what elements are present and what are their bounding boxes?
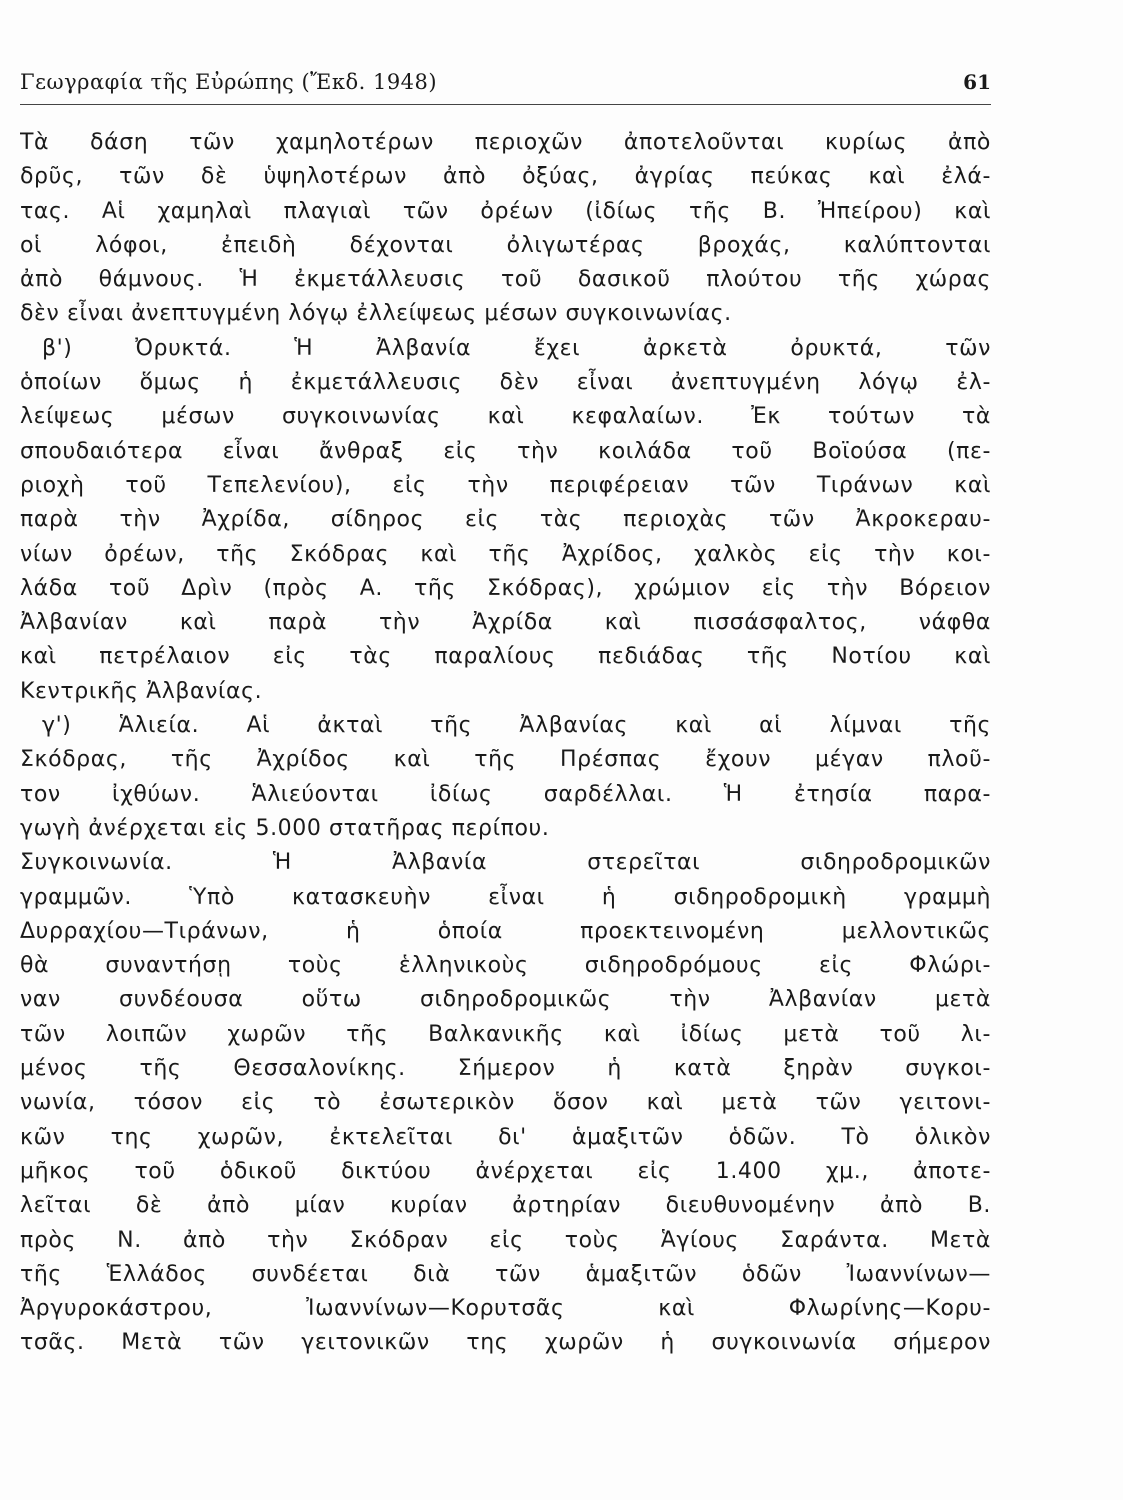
text-line: Δυρραχίου—Τιράνων, ἡ ὁποία προεκτεινομένη μελλοντικῶς: [20, 918, 991, 944]
text-line: μένος τῆς Θεσσαλονίκης. Σήμερον ἡ κατὰ ξηρὰν συγκοι-: [20, 1056, 991, 1082]
text-line: τον ἰχθύων. Ἁλιεύονται ἰδίως σαρδέλλαι. Ἡ ἐτησία παρα-: [20, 781, 991, 807]
text-line: ναν συνδέουσα οὕτω σιδηροδρομικῶς τὴν Ἀλβανίαν μετὰ: [20, 987, 991, 1013]
text-line: τῆς Ἑλλάδος συνδέεται διὰ τῶν ἁμαξιτῶν ὁδῶν Ἰωαννίνων—: [20, 1261, 991, 1287]
text-line: γραμμῶν. Ὑπὸ κατασκευὴν εἶναι ἡ σιδηροδρομικὴ γραμμὴ: [20, 884, 991, 910]
text-line: νίων ὀρέων, τῆς Σκόδρας καὶ τῆς Ἀχρίδος, χαλκὸς εἰς τὴν κοι-: [20, 541, 991, 567]
text-line: Κεντρικῆς Ἀλβανίας.: [20, 678, 263, 704]
text-line: ὁποίων ὅμως ἡ ἐκμετάλλευσις δὲν εἶναι ἀνεπτυγμένη λόγῳ ἐλ-: [20, 370, 991, 396]
text-line: σπουδαιότερα εἶναι ἄνθραξ εἰς τὴν κοιλάδα τοῦ Βοϊούσα (πε-: [20, 438, 991, 464]
text-line: καὶ πετρέλαιον εἰς τὰς παραλίους πεδιάδας τῆς Νοτίου καὶ: [20, 644, 991, 670]
section-heading-line: β') Ὀρυκτά. Ἡ Ἀλβανία ἔχει ἀρκετὰ ὀρυκτά, τῶν: [42, 335, 991, 361]
page-number: 61: [963, 70, 991, 94]
text-line: νωνία, τόσον εἰς τὸ ἐσωτερικὸν ὅσον καὶ μετὰ τῶν γειτονι-: [20, 1090, 991, 1116]
section-heading-line: Συγκοινωνία. Ἡ Ἀλβανία στερεῖται σιδηροδρομικῶν: [20, 850, 991, 876]
text-line: ἀπὸ θάμνους. Ἡ ἐκμετάλλευσις τοῦ δασικοῦ πλούτου τῆς χώρας: [20, 267, 991, 293]
text-line: παρὰ τὴν Ἀχρίδα, σίδηρος εἰς τὰς περιοχὰς τῶν Ἀκροκεραυ-: [20, 507, 991, 533]
text-line: Ἀργυροκάστρου, Ἰωαννίνων—Κορυτσᾶς καὶ Φλωρίνης—Κορυ-: [20, 1296, 991, 1322]
text-line: τας. Αἱ χαμηλαὶ πλαγιαὶ τῶν ὀρέων (ἰδίως τῆς Β. Ἠπείρου) καὶ: [20, 198, 991, 224]
text-line: λείψεως μέσων συγκοινωνίας καὶ κεφαλαίων. Ἐκ τούτων τὰ: [20, 404, 991, 430]
text-line: οἱ λόφοι, ἐπειδὴ δέχονται ὀλιγωτέρας βροχάς, καλύπτονται: [20, 232, 991, 258]
text-line: δρῦς, τῶν δὲ ὑψηλοτέρων ἀπὸ ὀξύας, ἀγρίας πεύκας καὶ ἐλά-: [20, 164, 991, 190]
text-line: θὰ συναντήσῃ τοὺς ἑλληνικοὺς σιδηροδρόμους εἰς Φλώρι-: [20, 953, 991, 979]
text-line: ριοχὴ τοῦ Τεπελενίου), εἰς τὴν περιφέρειαν τῶν Τιράνων καὶ: [20, 472, 991, 498]
body-text: [20, 126, 991, 1361]
text-line: Σκόδρας, τῆς Ἀχρίδος καὶ τῆς Πρέσπας ἔχουν μέγαν πλοῦ-: [20, 747, 991, 773]
header-rule: [20, 104, 991, 105]
text-line: λεῖται δὲ ἀπὸ μίαν κυρίαν ἀρτηρίαν διευθυνομένην ἀπὸ Β.: [20, 1193, 991, 1219]
running-header-title: Γεωγραφία τῆς Εὐρώπης (Ἔκδ. 1948): [20, 70, 438, 94]
text-line: τσᾶς. Μετὰ τῶν γειτονικῶν της χωρῶν ἡ συγκοινωνία σήμερον: [20, 1330, 991, 1356]
text-line: μῆκος τοῦ ὁδικοῦ δικτύου ἀνέρχεται εἰς 1.400 χμ., ἀποτε-: [20, 1158, 991, 1184]
text-line: Ἀλβανίαν καὶ παρὰ τὴν Ἀχρίδα καὶ πισσάσφαλτος, νάφθα: [20, 610, 991, 636]
text-line: γωγὴ ἀνέρχεται εἰς 5.000 στατῆρας περίπου.: [20, 815, 550, 841]
text-line: δὲν εἶναι ἀνεπτυγμένη λόγῳ ἐλλείψεως μέσων συγκοινωνίας.: [20, 301, 732, 327]
text-line: πρὸς Ν. ἀπὸ τὴν Σκόδραν εἰς τοὺς Ἁγίους Σαράντα. Μετὰ: [20, 1227, 991, 1253]
text-line: τῶν λοιπῶν χωρῶν τῆς Βαλκανικῆς καὶ ἰδίως μετὰ τοῦ λι-: [20, 1021, 991, 1047]
text-line: κῶν της χωρῶν, ἐκτελεῖται δι' ἁμαξιτῶν ὁδῶν. Τὸ ὁλικὸν: [20, 1124, 991, 1150]
text-line: λάδα τοῦ Δρὶν (πρὸς Α. τῆς Σκόδρας), χρώμιον εἰς τὴν Βόρειον: [20, 575, 991, 601]
text-line: Τὰ δάση τῶν χαμηλοτέρων περιοχῶν ἀποτελοῦνται κυρίως ἀπὸ: [20, 130, 991, 155]
section-heading-line: γ') Ἁλιεία. Αἱ ἀκταὶ τῆς Ἀλβανίας καὶ αἱ λίμναι τῆς: [42, 713, 991, 739]
